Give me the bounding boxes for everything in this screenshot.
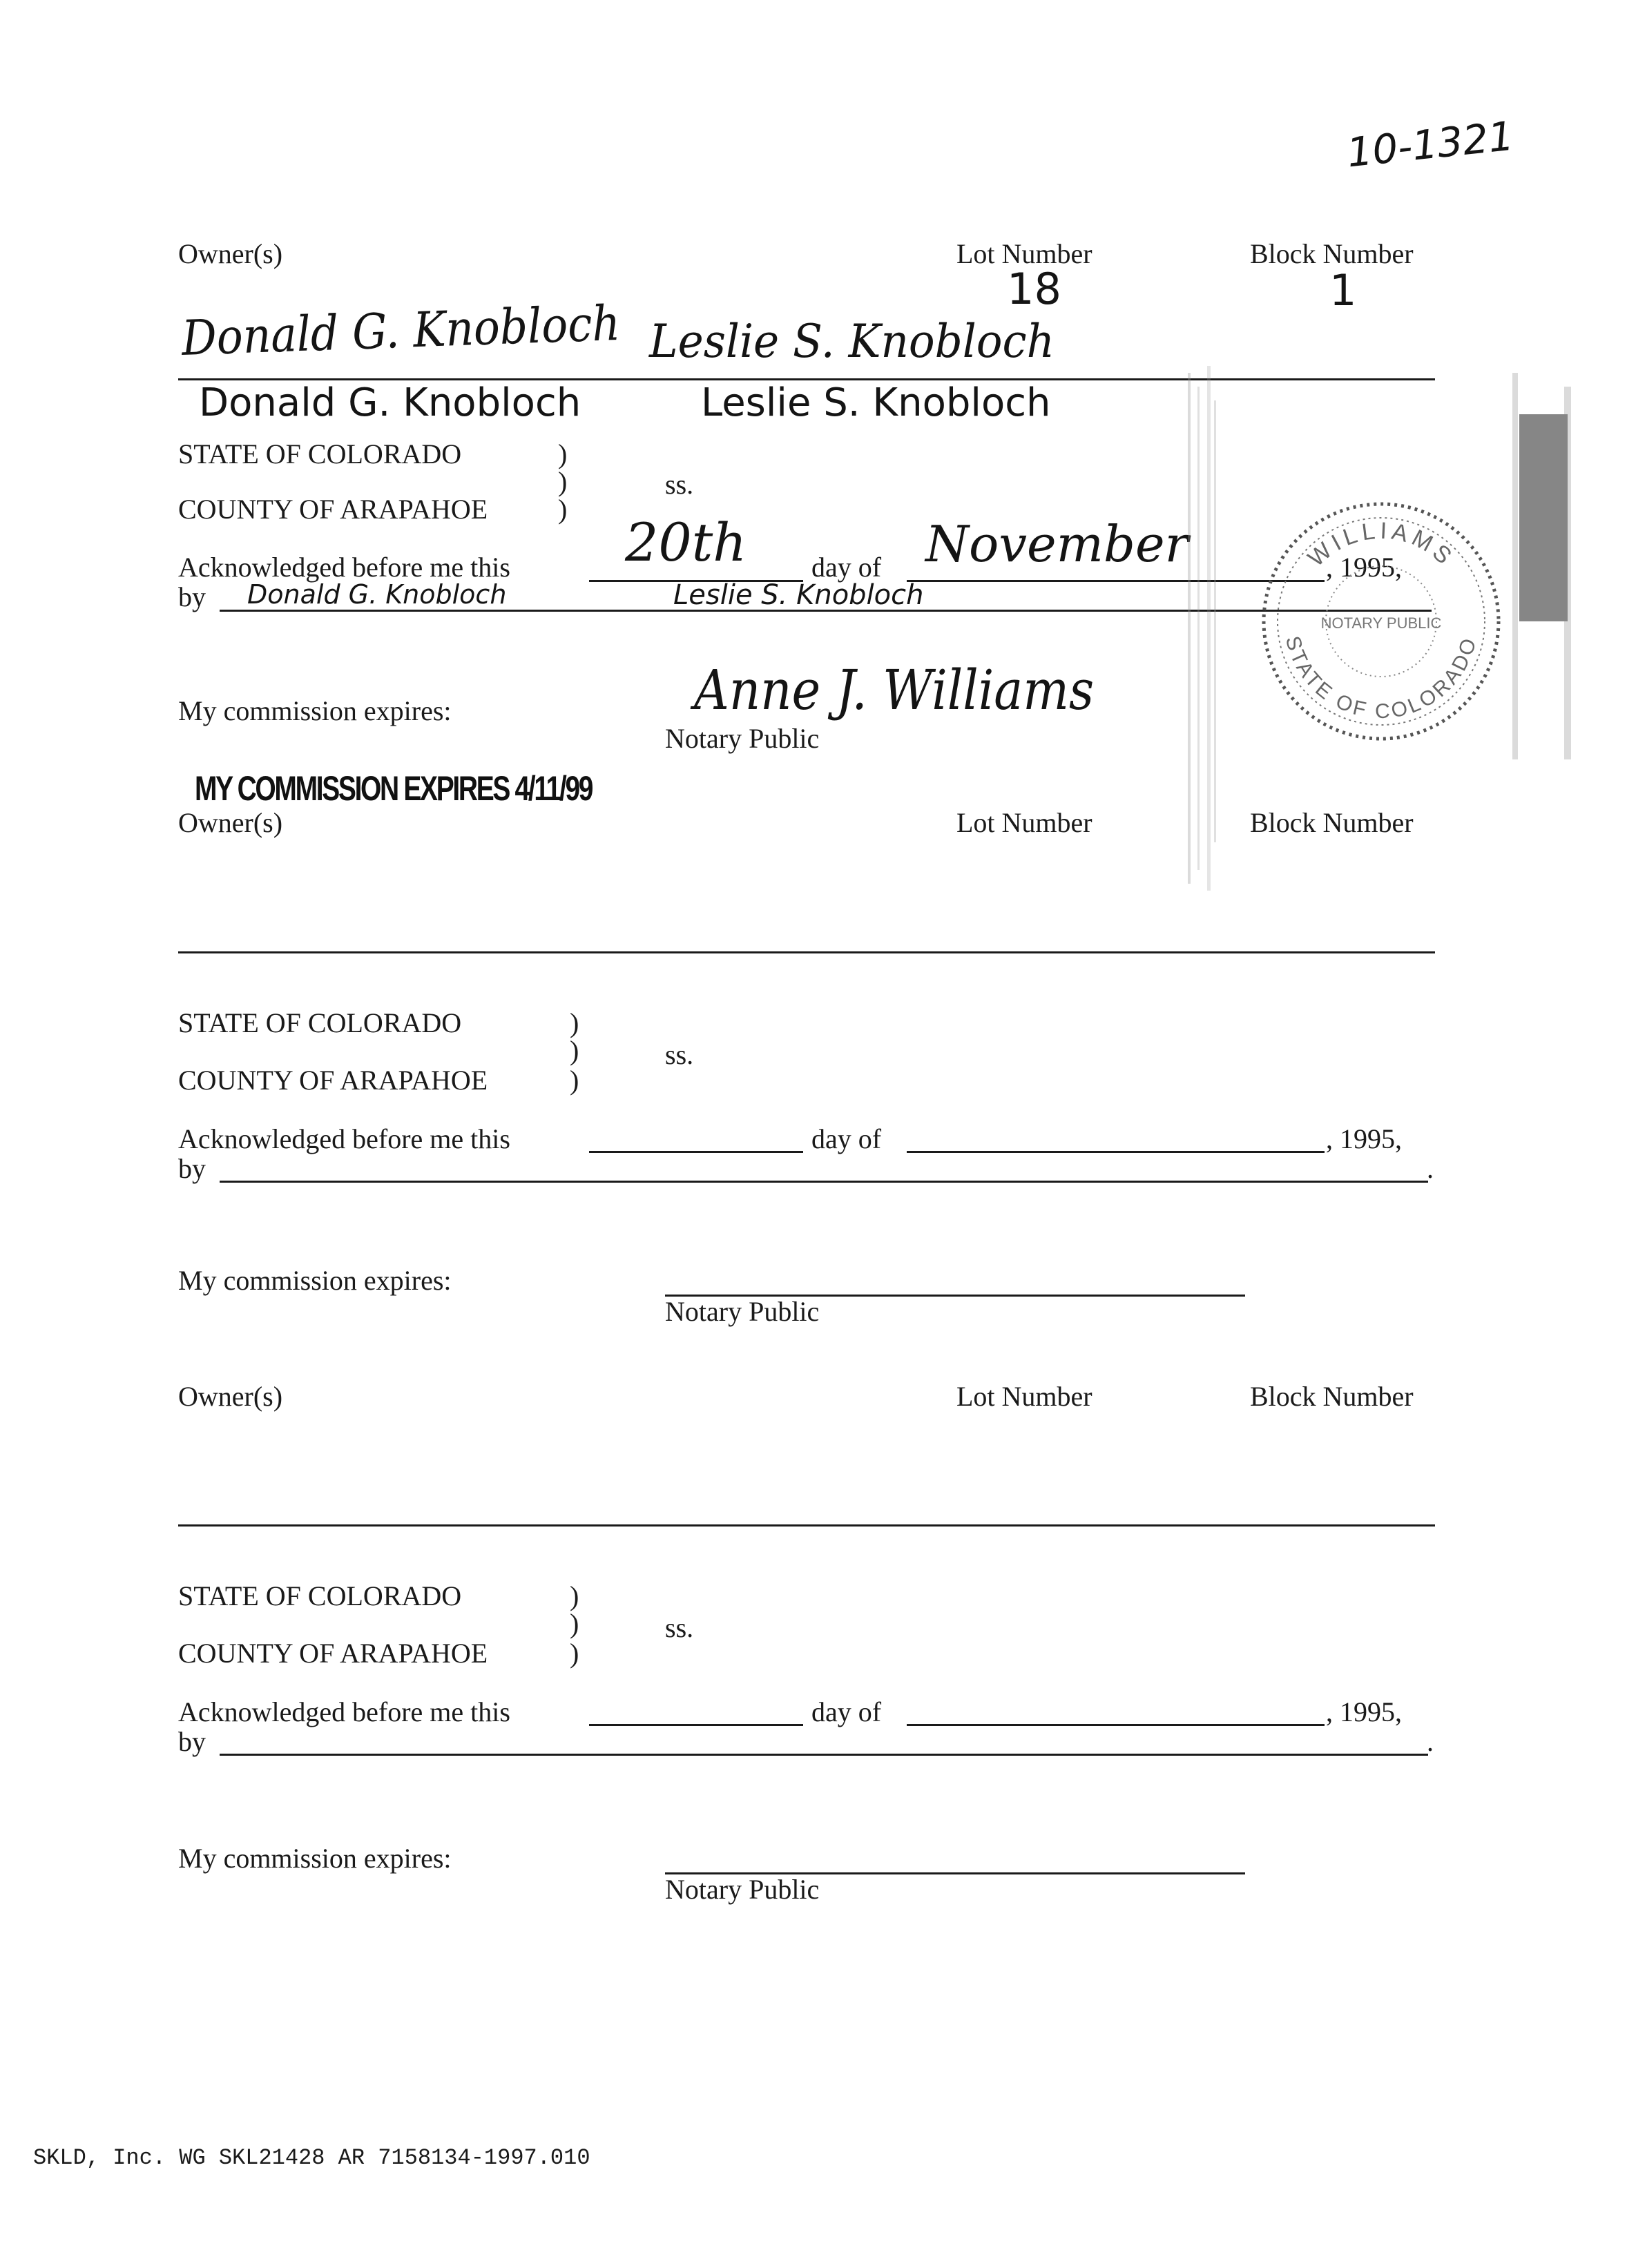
owners-signature-line [178, 1524, 1435, 1526]
commission-label: My commission expires: [178, 1843, 452, 1874]
owner-printed-name-1: Donald G. Knobloch [199, 380, 581, 425]
bracket: ) [570, 1007, 579, 1038]
svg-text:WILLIAMS [1303, 518, 1460, 572]
seal-center-text: NOTARY PUBLIC [1320, 614, 1442, 632]
acknowledged-label: Acknowledged before me this [178, 552, 510, 583]
acknowledged-label: Acknowledged before me this [178, 1696, 510, 1727]
ack-month-line [907, 1151, 1325, 1153]
bracket: ) [570, 1638, 579, 1669]
notary-public-label: Notary Public [665, 723, 820, 754]
year-label: , 1995, [1326, 552, 1402, 583]
by-period: . [1427, 1726, 1434, 1757]
bracket: ) [570, 1580, 579, 1611]
notary-public-label: Notary Public [665, 1296, 820, 1327]
lot-number-label: Lot Number [956, 807, 1092, 838]
ack-day-line [589, 1151, 803, 1153]
acknowledged-label: Acknowledged before me this [178, 1123, 510, 1154]
ss-label: ss. [665, 469, 694, 500]
ss-label: ss. [665, 1039, 694, 1070]
lot-number-label: Lot Number [956, 1381, 1092, 1412]
bracket: ) [570, 1065, 579, 1096]
county-label: COUNTY OF ARAPAHOE [178, 1065, 488, 1096]
by-label: by [178, 581, 206, 612]
ack-month-line [907, 1724, 1325, 1726]
copy-noise [1505, 373, 1581, 787]
year-label: , 1995, [1326, 1123, 1402, 1154]
ack-day-value: 20th [625, 512, 747, 573]
day-of-label: day of [811, 1123, 882, 1154]
by-label: by [178, 1153, 206, 1184]
owner-printed-name-2: Leslie S. Knobloch [701, 380, 1051, 425]
ack-day-line [589, 1724, 803, 1726]
by-label: by [178, 1726, 206, 1757]
by-period: . [1427, 1153, 1434, 1184]
by-line [220, 1754, 1428, 1756]
day-of-label: day of [811, 1696, 882, 1727]
lot-number-value: 18 [1007, 264, 1061, 314]
lot-number-label: Lot Number [956, 238, 1092, 269]
owners-label: Owner(s) [178, 1381, 283, 1412]
block-number-label: Block Number [1250, 238, 1414, 269]
footer-recording-info: SKLD, Inc. WG SKL21428 AR 7158134-1997.010 [33, 2145, 590, 2171]
notary-public-label: Notary Public [665, 1874, 820, 1905]
owners-label: Owner(s) [178, 238, 283, 269]
state-label: STATE OF COLORADO [178, 438, 462, 469]
day-of-label: day of [811, 552, 882, 583]
bracket: ) [558, 438, 568, 469]
commission-label: My commission expires: [178, 695, 452, 726]
bracket: ) [558, 494, 568, 525]
ack-month-value: November [925, 515, 1189, 573]
bracket: ) [558, 466, 568, 497]
svg-text:STATE OF COLORADO [1281, 634, 1481, 724]
bracket: ) [570, 1608, 579, 1639]
by-line [220, 1181, 1428, 1183]
commission-expires-stamp: MY COMMISSION EXPIRES 4/11/99 [195, 769, 593, 808]
year-label: , 1995, [1326, 1696, 1402, 1727]
notary-seal [1250, 490, 1512, 753]
by-name-2: Leslie S. Knobloch [673, 579, 924, 611]
owner-signature-2: Leslie S. Knobloch [649, 315, 1055, 368]
ss-label: ss. [665, 1612, 694, 1643]
owner-signature-1: Donald G. Knobloch [180, 294, 622, 367]
notary-signature: Anne J. Williams [694, 658, 1095, 722]
seal-bottom-text: STATE OF COLORADO [1280, 633, 1482, 724]
by-name-1: Donald G. Knobloch [247, 579, 507, 610]
state-label: STATE OF COLORADO [178, 1007, 462, 1038]
owners-signature-line [178, 951, 1435, 953]
commission-label: My commission expires: [178, 1265, 452, 1296]
block-number-label: Block Number [1250, 807, 1414, 838]
county-label: COUNTY OF ARAPAHOE [178, 494, 488, 525]
county-label: COUNTY OF ARAPAHOE [178, 1638, 488, 1669]
document-number: 10-1321 [1345, 112, 1517, 177]
bracket: ) [570, 1035, 579, 1066]
state-label: STATE OF COLORADO [178, 1580, 462, 1611]
copy-noise [1174, 359, 1229, 898]
seal-top-text: WILLIAMS [1302, 517, 1460, 572]
owners-label: Owner(s) [178, 807, 283, 838]
block-number-label: Block Number [1250, 1381, 1414, 1412]
block-number-value: 1 [1329, 265, 1357, 316]
